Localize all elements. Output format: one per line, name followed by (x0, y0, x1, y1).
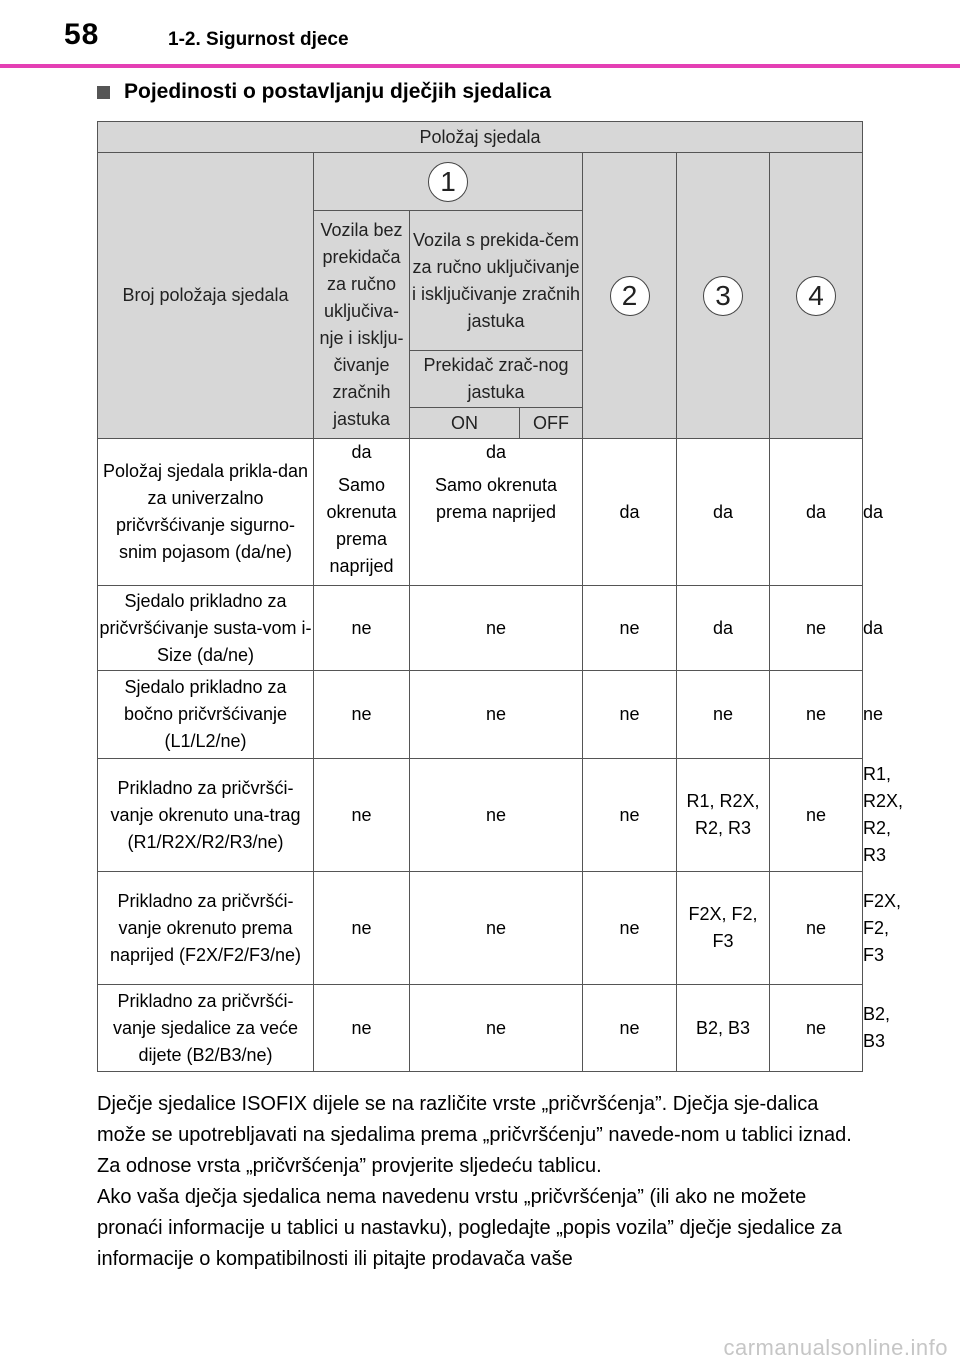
table-row: Položaj sjedala prikla-dan za univerzalno pričvršćivanje sigurno-snim pojasom (da/ne) da Samo okrenuta prema naprijed da Samo okrenuta prema naprijed da da da da (98, 439, 863, 586)
row-header-label: Broj položaja sjedala (98, 153, 314, 439)
paragraph: Ako vaša dječja sjedalica nema navedenu vrstu „pričvršćenja” (ili ako ne možete pronaći informacije u tablici u nastavku), pogledajte „popis vozila” dječje sjedalice za informacije o kompatibilnosti ili pitajte prodavača vaše (97, 1186, 842, 1270)
table-cell: da (677, 439, 770, 586)
body-text (97, 1089, 867, 1275)
page-header (0, 0, 960, 68)
square-bullet-icon (97, 86, 110, 99)
table-cell: ne (583, 586, 677, 671)
table-cell: ne (410, 586, 583, 671)
table-cell: ne (314, 671, 410, 759)
table-cell: B2, B3 (677, 985, 770, 1072)
cell-note: Samo okrenuta prema naprijed (326, 475, 397, 576)
row-label: Prikladno za pričvršći-vanje okrenuto una-trag (R1/R2X/R2/R3/ne) (98, 759, 314, 872)
table-cell: ne (583, 671, 677, 759)
table-cell: ne (677, 671, 770, 759)
row-label: Prikladno za pričvršći-vanje okrenuto prema naprijed (F2X/F2/F3/ne) (98, 872, 314, 985)
table-cell: ne (770, 759, 863, 872)
table-row: Prikladno za pričvršći-vanje sjedalice za veće dijete (B2/B3/ne) ne ne ne B2, B3 ne B2, B3 (98, 985, 863, 1072)
cell-value: da (485, 442, 507, 462)
table-row: Sjedalo prikladno za pričvršćivanje susta-vom i-Size (da/ne) ne ne ne da ne da (98, 586, 863, 671)
seat-1-header (314, 153, 583, 211)
table-cell: ne (314, 586, 410, 671)
table-cell: ne (314, 872, 410, 985)
table-cell: R1, R2X, R2, R3 (677, 759, 770, 872)
table-title: Položaj sjedala (98, 122, 863, 153)
airbag-switch-label: Prekidač zrač-nog jastuka (410, 351, 583, 408)
table-cell: ne (314, 985, 410, 1072)
table-cell: ne (583, 872, 677, 985)
seat-2-header (583, 153, 677, 439)
table-cell: da (583, 439, 677, 586)
seat-position-table (97, 121, 904, 1072)
table-cell: ne (583, 759, 677, 872)
table-cell: ne (583, 985, 677, 1072)
table-cell (314, 439, 410, 586)
page-number: 58 (64, 18, 100, 51)
table-cell: ne (410, 671, 583, 759)
seat-number-1: 1 (428, 162, 468, 202)
seat-number-2: 2 (610, 276, 650, 316)
row-label: Sjedalo prikladno za bočno pričvršćivanje (L1/L2/ne) (98, 671, 314, 759)
table-cell: ne (770, 586, 863, 671)
table-cell: ne (410, 872, 583, 985)
vehicles-with-switch: Vozila s prekida-čem za ručno uključivanje i isključivanje zračnih jastuka (410, 211, 583, 351)
vehicles-without-switch: Vozila bez prekidača za ručno uključiva-nje i isklju-čivanje zračnih jastuka (314, 211, 410, 439)
row-label: Prikladno za pričvršći-vanje sjedalice za veće dijete (B2/B3/ne) (98, 985, 314, 1072)
switch-on-label: ON (410, 408, 520, 439)
section-title: 1-2. Sigurnost djece (168, 29, 349, 50)
subheading-text: Pojedinosti o postavljanju dječjih sjedalica (124, 80, 552, 103)
table-row: Prikladno za pričvršći-vanje okrenuto una-trag (R1/R2X/R2/R3/ne) ne ne ne R1, R2X, R2, R3 ne R1, R2X, R2, R3 (98, 759, 863, 872)
seat-number-4: 4 (796, 276, 836, 316)
cell-note: Samo okrenuta prema naprijed (434, 475, 558, 522)
seat-3-header (677, 153, 770, 439)
paragraph: Dječje sjedalice ISOFIX dijele se na različite vrste „pričvršćenja”. Dječja sje-dalica može se upotrebljavati na sjedalima prema „pričvršćenju” navede-nom u tablici iznad. Za odnose vrsta „pričvršćenja” provjerite sljedeću tablicu. (97, 1093, 852, 1177)
table-cell: ne (410, 985, 583, 1072)
switch-off-label: OFF (520, 408, 583, 439)
watermark: carmanualsonline.info (723, 1335, 948, 1360)
table-cell: ne (410, 759, 583, 872)
row-label: Sjedalo prikladno za pričvršćivanje susta-vom i-Size (da/ne) (98, 586, 314, 671)
header-rule (0, 64, 960, 68)
table-cell (410, 439, 583, 586)
table-cell: ne (770, 872, 863, 985)
table-row: Prikladno za pričvršći-vanje okrenuto prema naprijed (F2X/F2/F3/ne) ne ne ne F2X, F2, F3 ne F2X, F2, F3 (98, 872, 863, 985)
table-cell: ne (314, 759, 410, 872)
table-cell: da (677, 586, 770, 671)
cell-value: da (351, 442, 372, 462)
subheading (97, 80, 551, 104)
table-cell: F2X, F2, F3 (677, 872, 770, 985)
table-cell: ne (770, 985, 863, 1072)
table-cell: da (770, 439, 863, 586)
seat-number-3: 3 (703, 276, 743, 316)
seat-4-header (770, 153, 863, 439)
table-cell: ne (770, 671, 863, 759)
table-row: Sjedalo prikladno za bočno pričvršćivanje (L1/L2/ne) ne ne ne ne ne ne (98, 671, 863, 759)
row-label: Položaj sjedala prikla-dan za univerzalno pričvršćivanje sigurno-snim pojasom (da/ne) (98, 439, 314, 586)
